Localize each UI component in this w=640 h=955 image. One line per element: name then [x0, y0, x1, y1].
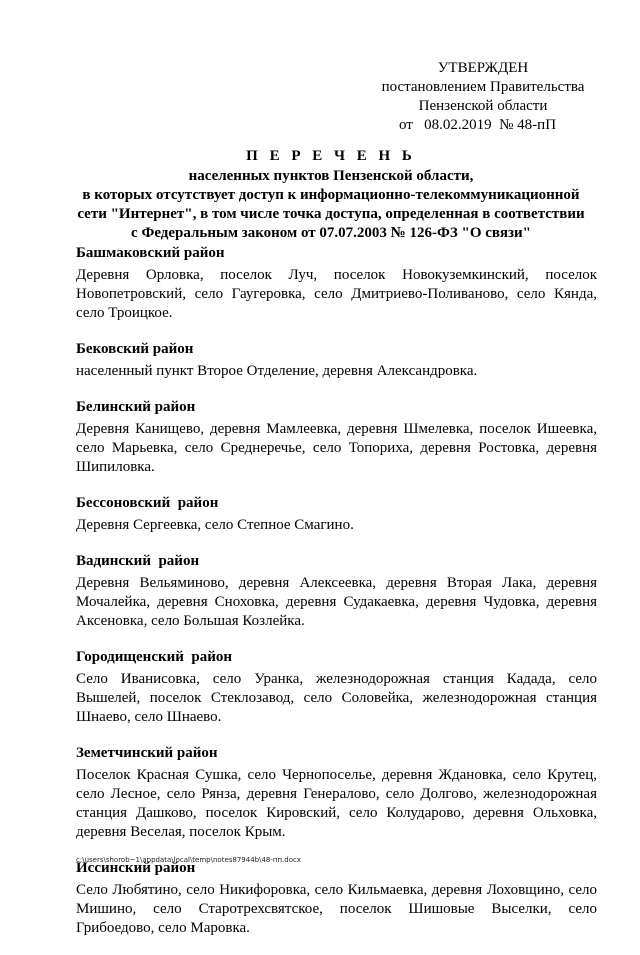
district-settlements: Деревня Канищево, деревня Мамлеевка, деревня Шмелевка, поселок Ишеевка, село Марьевка, село Среднеречье, село Топориха, деревня Ростовка, деревня Шипиловка.: [76, 421, 597, 475]
approval-date-number: от 08.02.2019 № 48-пП: [399, 117, 557, 133]
district-issinsky: [76, 859, 597, 938]
district-bekovsky: [76, 340, 597, 381]
district-settlements: Деревня Вельяминово, деревня Алексеевка, деревня Вторая Лака, деревня Мочалейка, деревня Сноховка, деревня Судакаевка, деревня Чудовка, деревня Аксеновка, село Большая Козлейка.: [76, 575, 597, 629]
district-name: Городищенский район: [76, 649, 233, 665]
district-settlements: Село Иванисовка, село Уранка, железнодорожная станция Кадада, село Вышелей, поселок Стеклозавод, село Соловейка, железнодорожная станция Шнаево, село Шнаево.: [76, 671, 597, 725]
district-gorodishchensky: [76, 648, 597, 727]
approval-by: постановлением Правительства: [381, 79, 585, 95]
district-settlements: населенный пункт Второе Отделение, деревня Александровка.: [76, 363, 478, 379]
district-name: Вадинский район: [76, 553, 200, 569]
approval-stamp: [367, 59, 599, 135]
document-heading: [66, 147, 596, 243]
district-name: Белинский район: [76, 399, 196, 415]
document-title: П Е Р Е Ч Е Н Ь: [246, 148, 416, 164]
district-list: [76, 244, 597, 955]
district-zemetchinsky: [76, 744, 597, 842]
district-name: Башмаковский район: [76, 245, 225, 261]
district-settlements: Деревня Сергеевка, село Степное Смагино.: [76, 517, 354, 533]
heading-line: с Федеральным законом от 07.07.2003 № 126-ФЗ "О связи": [131, 225, 531, 241]
district-settlements: Село Любятино, село Никифоровка, село Кильмаевка, деревня Лоховщино, село Мишино, село Старотрехсвятское, поселок Шишовые Выселки, село Грибоедово, село Маровка.: [76, 882, 597, 936]
district-name: Бессоновский район: [76, 495, 219, 511]
district-belinsky: [76, 398, 597, 477]
approval-authority: Пензенской области: [418, 98, 548, 114]
district-settlements: Поселок Красная Сушка, село Чернопоселье, деревня Ждановка, село Крутец, село Лесное, село Рянза, деревня Генералово, село Долгово, железнодорожная станция Дашково, поселок Кировский, село Колударово, деревня Ольховка, деревня Веселая, поселок Крым.: [76, 767, 597, 840]
heading-line: сети "Интернет", в том числе точка доступа, определенная в соответствии: [77, 206, 585, 222]
district-bessonovsky: [76, 494, 597, 535]
district-name: Земетчинский район: [76, 745, 218, 761]
district-bashmakovsky: [76, 244, 597, 323]
heading-line: населенных пунктов Пензенской области,: [188, 168, 474, 184]
district-vadinsky: [76, 552, 597, 631]
district-settlements: Деревня Орловка, поселок Луч, поселок Новокуземкинский, поселок Новопетровский, село Гаугеровка, село Дмитриево-Поливаново, село Кянда, село Троицкое.: [76, 267, 597, 321]
approval-title: УТВЕРЖДЕН: [437, 60, 529, 76]
district-name: Иссинский район: [76, 860, 196, 876]
file-path-footer: c:\users\shorob~1\appdata\local\temp\notes87944b\48-пп.docx: [76, 856, 301, 864]
district-name: Бековский район: [76, 341, 194, 357]
heading-line: в которых отсутствует доступ к информационно-телекоммуникационной: [82, 187, 580, 203]
